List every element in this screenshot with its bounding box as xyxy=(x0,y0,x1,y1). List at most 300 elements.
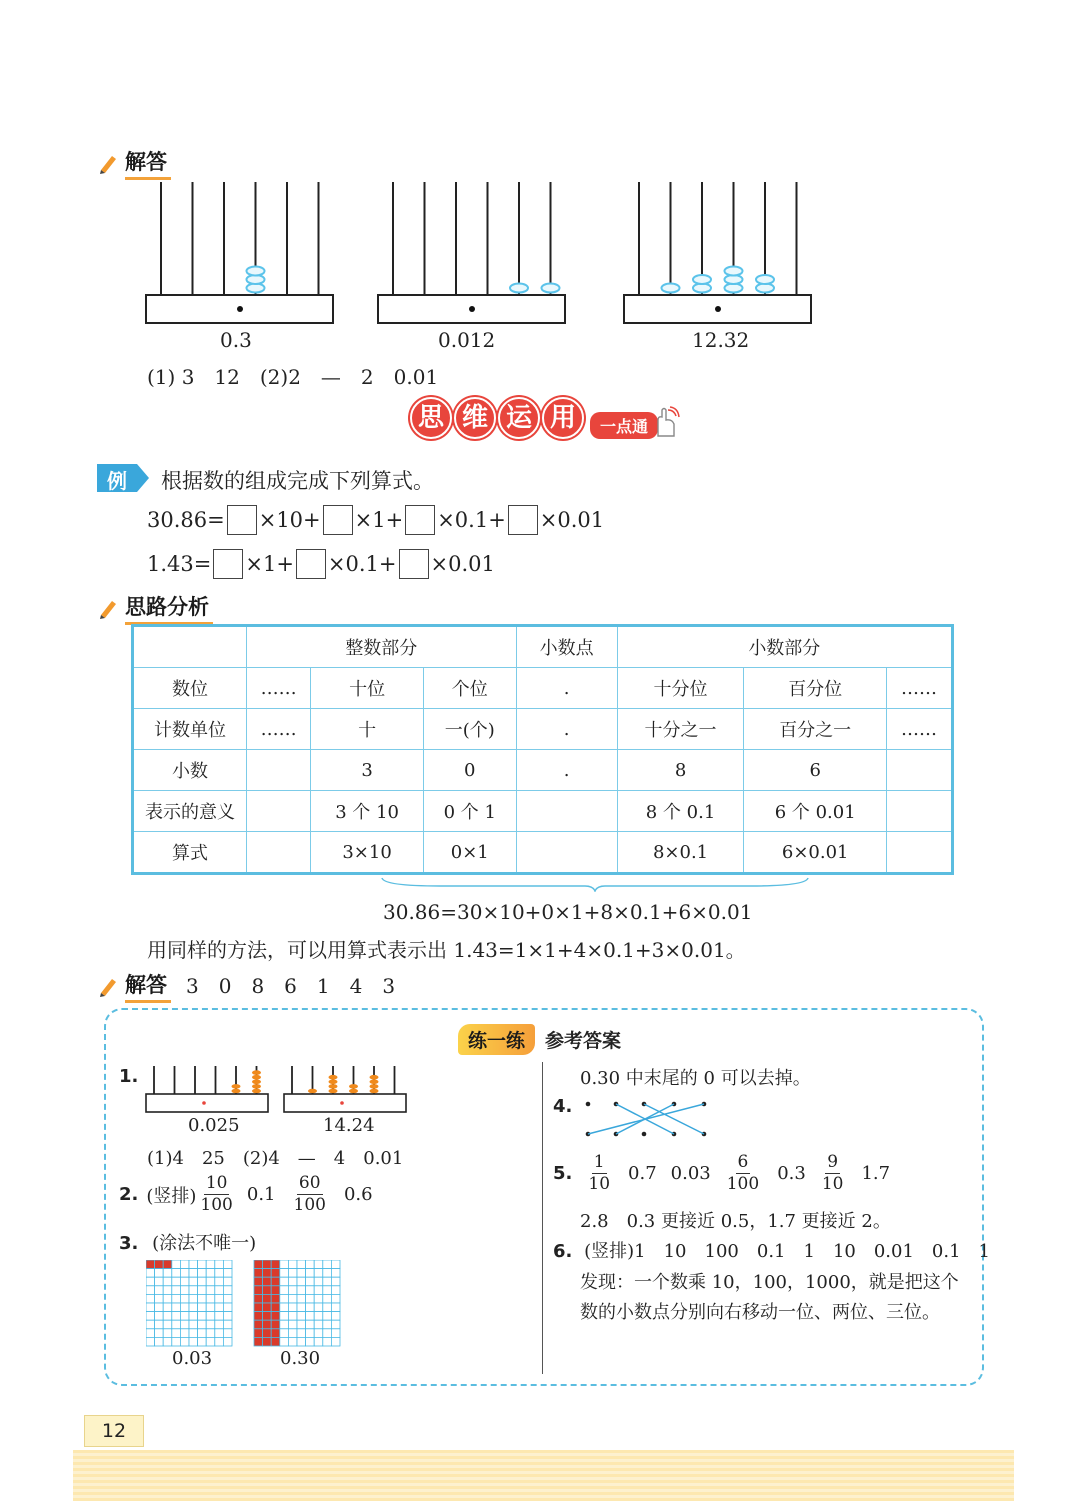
grid-cell xyxy=(297,1260,306,1269)
q1-fill-line: (1)4 25 (2)4 — 4 0.01 xyxy=(147,1148,404,1169)
practice-subtitle: 参考答案 xyxy=(545,1030,622,1052)
grid-cell xyxy=(223,1303,232,1312)
answer-box[interactable] xyxy=(323,505,353,535)
q3-number: 3. xyxy=(119,1233,139,1254)
grid-cell xyxy=(172,1320,181,1329)
answer-box[interactable] xyxy=(405,505,435,535)
shaded-cell xyxy=(254,1320,263,1329)
grid-cell xyxy=(215,1294,224,1303)
banner-char: 用 xyxy=(542,397,584,439)
grid-cell xyxy=(280,1294,289,1303)
table-row-header: 表示的意义 xyxy=(133,791,247,832)
grid-cell xyxy=(180,1260,189,1269)
table-cell xyxy=(886,791,952,832)
answer2-heading-text: 解答 xyxy=(125,969,171,1003)
banner-char: 维 xyxy=(454,397,496,439)
grid-cell xyxy=(223,1329,232,1338)
grid-cell xyxy=(323,1312,332,1321)
grid-cell xyxy=(198,1294,207,1303)
table-cell xyxy=(247,750,311,791)
grid-cell xyxy=(331,1260,340,1269)
table-corner-cell xyxy=(133,626,247,668)
grid-cell xyxy=(198,1320,207,1329)
shaded-cell xyxy=(163,1260,172,1269)
table-cell: …… xyxy=(886,709,952,750)
table-cell: …… xyxy=(247,668,311,709)
q3-line xyxy=(119,1229,256,1255)
grid-cell xyxy=(189,1329,198,1338)
grid-cell xyxy=(331,1312,340,1321)
q2-fraction-1 xyxy=(200,1175,232,1214)
table-cell: 0 个 1 xyxy=(423,791,516,832)
grid-cell xyxy=(314,1312,323,1321)
table-row xyxy=(133,832,953,874)
grid-cell xyxy=(223,1294,232,1303)
grid-cell xyxy=(146,1320,155,1329)
abacus-caption-3: 12.32 xyxy=(692,328,750,352)
table-row-header: 小数 xyxy=(133,750,247,791)
grid-cell xyxy=(280,1260,289,1269)
equation-2-part: ×0.01 xyxy=(430,552,495,576)
table-row xyxy=(133,709,953,750)
answer-heading-text: 解答 xyxy=(125,146,171,180)
table-cell: 8 xyxy=(617,750,744,791)
grid-cell xyxy=(331,1303,340,1312)
abacus xyxy=(624,182,811,323)
place-value-table xyxy=(131,624,954,875)
grid-cell xyxy=(280,1329,289,1338)
grid-cell xyxy=(280,1269,289,1278)
grid-cell xyxy=(280,1277,289,1286)
grid-cell xyxy=(215,1286,224,1295)
grid-cell xyxy=(306,1320,315,1329)
shaded-cell xyxy=(254,1277,263,1286)
abacus-bead xyxy=(370,1089,379,1094)
q5-line2: 2.8 0.3 更接近 0.5，1.7 更接近 2。 xyxy=(580,1211,891,1232)
abacus-bead xyxy=(349,1089,358,1094)
shaded-cell xyxy=(146,1260,155,1269)
grid-cell xyxy=(189,1320,198,1329)
grid-cell xyxy=(155,1294,164,1303)
grid-cell xyxy=(163,1337,172,1346)
grid-cell xyxy=(198,1329,207,1338)
shaded-cell xyxy=(254,1294,263,1303)
grid-cell xyxy=(198,1337,207,1346)
q2-end: 0.6 xyxy=(343,1184,373,1205)
grid-cell xyxy=(314,1329,323,1338)
grid-cell xyxy=(215,1303,224,1312)
equation-1-part: ×10+ xyxy=(258,508,321,532)
grid-cell xyxy=(331,1269,340,1278)
example-prompt: 根据数的组成完成下列算式。 xyxy=(161,469,434,493)
grid-cell xyxy=(223,1337,232,1346)
q5-a: 0.7 xyxy=(628,1163,657,1184)
grid-cell xyxy=(323,1277,332,1286)
abacus-bead xyxy=(329,1084,338,1089)
banner-title xyxy=(410,397,584,439)
q1-number: 1. xyxy=(119,1066,139,1087)
grid-cell xyxy=(180,1337,189,1346)
grid-cell xyxy=(297,1320,306,1329)
shaded-cell xyxy=(254,1269,263,1278)
grid-cell xyxy=(163,1294,172,1303)
right-top-note: 0.30 中末尾的 0 可以去掉。 xyxy=(580,1068,811,1089)
table-cell: 百分之一 xyxy=(744,709,886,750)
answer2-values: 3 0 8 6 1 4 3 xyxy=(186,974,396,998)
q4-matching-diagram xyxy=(580,1096,716,1142)
table-cell xyxy=(247,791,311,832)
abacus-bead xyxy=(247,267,265,276)
small-abacus xyxy=(284,1066,406,1112)
decimal-point xyxy=(715,306,721,312)
shaded-cell xyxy=(254,1312,263,1321)
grid-cell xyxy=(146,1277,155,1286)
grid-cell xyxy=(306,1269,315,1278)
grid-cell xyxy=(215,1277,224,1286)
grid-cell xyxy=(323,1286,332,1295)
grid-cell xyxy=(297,1312,306,1321)
grid-cell xyxy=(280,1303,289,1312)
numerator: 1 xyxy=(593,1152,605,1172)
grid-cell xyxy=(288,1320,297,1329)
grid-cell xyxy=(331,1337,340,1346)
table-cell: 0×1 xyxy=(423,832,516,874)
table-cell: . xyxy=(516,750,617,791)
brace xyxy=(380,876,810,892)
grid-cell xyxy=(223,1320,232,1329)
q2-number: 2. xyxy=(119,1184,139,1205)
abacus-bead xyxy=(693,275,711,284)
grid-cell xyxy=(172,1312,181,1321)
table-cell: 8 个 0.1 xyxy=(617,791,744,832)
abacus-bead xyxy=(510,284,528,293)
shaded-cell xyxy=(263,1277,272,1286)
grid-cell xyxy=(180,1294,189,1303)
hundred-grid xyxy=(254,1260,340,1346)
table-row xyxy=(133,668,953,709)
shaded-cell xyxy=(271,1312,280,1321)
abacus xyxy=(378,182,565,323)
denominator: 10 xyxy=(821,1174,844,1194)
equation-2-part: ×1+ xyxy=(245,552,294,576)
grid-cell xyxy=(163,1277,172,1286)
grid-cell xyxy=(206,1320,215,1329)
table-cell: 百分位 xyxy=(744,668,886,709)
grid-cell xyxy=(206,1312,215,1321)
table-cell: 十位 xyxy=(311,668,424,709)
grid-cell xyxy=(331,1286,340,1295)
grid-cell xyxy=(288,1337,297,1346)
table-cell: 十分之一 xyxy=(617,709,744,750)
denominator: 100 xyxy=(293,1195,326,1215)
grid-cell xyxy=(306,1337,315,1346)
grid-cell xyxy=(189,1269,198,1278)
grid-cell xyxy=(172,1303,181,1312)
grid-cell xyxy=(223,1277,232,1286)
grid-cell xyxy=(172,1337,181,1346)
numerator: 60 xyxy=(298,1173,321,1193)
decimal-point xyxy=(237,306,243,312)
abacus-bead xyxy=(349,1084,358,1089)
grid-cell xyxy=(206,1337,215,1346)
equation-1-part: ×0.01 xyxy=(539,508,605,532)
table-cell: …… xyxy=(247,709,311,750)
grid-cell xyxy=(314,1269,323,1278)
grid-cell xyxy=(146,1312,155,1321)
table-cell: 3 xyxy=(311,750,424,791)
grid-cell xyxy=(323,1303,332,1312)
table-cell: 十 xyxy=(311,709,424,750)
banner-char: 思 xyxy=(410,397,452,439)
analysis-sum-line: 30.86=30×10+0×1+8×0.1+6×0.01 xyxy=(383,900,753,924)
banner-char: 运 xyxy=(498,397,540,439)
table-cell: 6×0.01 xyxy=(744,832,886,874)
decimal-point xyxy=(469,306,475,312)
grid-cell xyxy=(306,1277,315,1286)
abacus-bead xyxy=(329,1075,338,1080)
table-cell xyxy=(516,791,617,832)
q1-caption-2: 14.24 xyxy=(323,1115,375,1136)
answer-box[interactable] xyxy=(399,549,429,579)
grid-cell xyxy=(155,1320,164,1329)
shaded-cell xyxy=(263,1286,272,1295)
grid-cell xyxy=(280,1286,289,1295)
table-group-header: 小数点 xyxy=(516,626,617,668)
grid-cell xyxy=(288,1269,297,1278)
grid-cell xyxy=(180,1329,189,1338)
grid-cell xyxy=(288,1277,297,1286)
abacus-bead xyxy=(370,1075,379,1080)
grid-cell xyxy=(223,1269,232,1278)
numerator: 9 xyxy=(827,1152,839,1172)
grid-cell xyxy=(172,1260,181,1269)
grid-cell xyxy=(223,1260,232,1269)
shaded-cell xyxy=(263,1303,272,1312)
grid-cell xyxy=(288,1294,297,1303)
grid-cell xyxy=(146,1329,155,1338)
small-abacus xyxy=(146,1066,268,1112)
abacus-bead xyxy=(308,1089,317,1094)
grid-cell xyxy=(206,1277,215,1286)
grid-cell xyxy=(180,1320,189,1329)
grid-cell xyxy=(198,1303,207,1312)
grid-cell xyxy=(163,1320,172,1329)
table-row xyxy=(133,750,953,791)
grid-cell xyxy=(206,1303,215,1312)
grid-cell xyxy=(331,1277,340,1286)
analysis-method-line: 用同样的方法，可以用算式表示出 1.43=1×1+4×0.1+3×0.01。 xyxy=(147,938,746,962)
footer-stripe xyxy=(73,1450,1014,1501)
grid-cell xyxy=(314,1294,323,1303)
abacus-frame xyxy=(284,1094,406,1112)
grid-cell xyxy=(323,1337,332,1346)
abacus-bead xyxy=(370,1080,379,1085)
grid-cell xyxy=(215,1329,224,1338)
shaded-cell xyxy=(271,1337,280,1346)
grid-cell xyxy=(172,1286,181,1295)
grid-cell xyxy=(155,1277,164,1286)
equation-2-part: ×0.1+ xyxy=(327,552,397,576)
abacus-bead xyxy=(756,275,774,284)
table-group-header: 整数部分 xyxy=(247,626,517,668)
grid-cell xyxy=(198,1260,207,1269)
grid-cell xyxy=(163,1286,172,1295)
q5-b: 0.03 xyxy=(670,1163,711,1184)
grid-cell xyxy=(297,1277,306,1286)
grid-cell xyxy=(314,1320,323,1329)
abacus-bead xyxy=(252,1080,261,1085)
grid-cell xyxy=(288,1312,297,1321)
pencil-icon xyxy=(97,597,119,619)
q6-line2: 发现：一个数乘 10，100，1000，就是把这个 xyxy=(580,1272,959,1293)
grid-cell xyxy=(206,1329,215,1338)
q5-c: 0.3 xyxy=(777,1163,806,1184)
abacus-bead xyxy=(252,1070,261,1075)
grid-cell xyxy=(280,1320,289,1329)
equation-2 xyxy=(147,549,495,579)
abacus-bead xyxy=(232,1089,241,1094)
shaded-cell xyxy=(254,1329,263,1338)
grid-cell xyxy=(180,1269,189,1278)
abacus-caption-2: 0.012 xyxy=(438,328,496,352)
grid-cell xyxy=(314,1337,323,1346)
shaded-cell xyxy=(263,1337,272,1346)
answer-box[interactable] xyxy=(213,549,243,579)
hundred-grid xyxy=(146,1260,232,1346)
table-cell xyxy=(516,832,617,874)
grid-cell xyxy=(155,1337,164,1346)
grid-cell xyxy=(155,1312,164,1321)
grid-cell xyxy=(323,1329,332,1338)
grid-cell xyxy=(172,1294,181,1303)
grid-cell xyxy=(155,1329,164,1338)
grid-cell xyxy=(280,1337,289,1346)
shaded-cell xyxy=(271,1277,280,1286)
grid-cell xyxy=(189,1294,198,1303)
grid-cell xyxy=(215,1320,224,1329)
answer-box[interactable] xyxy=(227,505,257,535)
equation-1 xyxy=(147,505,604,535)
table-cell xyxy=(886,750,952,791)
analysis-heading xyxy=(97,591,213,625)
answer-box[interactable] xyxy=(508,505,538,535)
grid-cell xyxy=(297,1294,306,1303)
grid-cell xyxy=(323,1260,332,1269)
shaded-cell xyxy=(271,1320,280,1329)
denominator: 100 xyxy=(200,1195,233,1215)
equation-1-part: ×0.1+ xyxy=(437,508,506,532)
grid-cell xyxy=(189,1260,198,1269)
grid-cell xyxy=(314,1286,323,1295)
equation-2-lead: 1.43= xyxy=(147,552,212,576)
q5-fraction-1 xyxy=(588,1154,610,1193)
grid-cell xyxy=(215,1312,224,1321)
shaded-cell xyxy=(271,1303,280,1312)
q6-values: (竖排)1 10 100 0.1 1 10 0.01 0.1 1 xyxy=(584,1241,991,1262)
shaded-cell xyxy=(254,1337,263,1346)
grid-cell xyxy=(189,1337,198,1346)
grid-cell xyxy=(172,1269,181,1278)
table-cell: 0 xyxy=(423,750,516,791)
grid-cell xyxy=(198,1286,207,1295)
grid-cell xyxy=(331,1294,340,1303)
pencil-icon xyxy=(97,152,119,174)
abacus-bead xyxy=(542,284,560,293)
table-row-header: 数位 xyxy=(133,668,247,709)
grid-cell xyxy=(180,1277,189,1286)
shaded-cell xyxy=(271,1269,280,1278)
table-cell: …… xyxy=(886,668,952,709)
abacus-bead xyxy=(252,1084,261,1089)
shaded-cell xyxy=(254,1303,263,1312)
abacus-bead xyxy=(329,1080,338,1085)
q2-line xyxy=(119,1175,373,1214)
q5-fraction-3 xyxy=(822,1154,844,1193)
grid-cell xyxy=(323,1320,332,1329)
q5-fraction-2 xyxy=(727,1154,759,1193)
q6-line1 xyxy=(553,1237,990,1263)
answer-box[interactable] xyxy=(296,549,326,579)
numerator: 10 xyxy=(205,1173,228,1193)
abacus-group xyxy=(140,178,830,328)
example-tag-text: 例 xyxy=(107,469,127,493)
grid-cell xyxy=(146,1337,155,1346)
grid-cell xyxy=(206,1286,215,1295)
grid-cell xyxy=(155,1286,164,1295)
grid-cell xyxy=(280,1312,289,1321)
grid-cell xyxy=(314,1303,323,1312)
grid-cell xyxy=(189,1277,198,1286)
abacus xyxy=(146,182,333,323)
table-cell: 6 个 0.01 xyxy=(744,791,886,832)
grid-cell xyxy=(223,1286,232,1295)
shaded-cell xyxy=(254,1286,263,1295)
grid-cell xyxy=(215,1260,224,1269)
grid-cell xyxy=(172,1277,181,1286)
grid-cell xyxy=(206,1269,215,1278)
table-row xyxy=(133,791,953,832)
grid-cell xyxy=(163,1303,172,1312)
pencil-icon xyxy=(97,975,119,997)
abacus-frame xyxy=(146,1094,268,1112)
abacus-bead xyxy=(252,1089,261,1094)
table-cell: 十分位 xyxy=(617,668,744,709)
abacus-bead xyxy=(662,284,680,293)
grid-cell xyxy=(288,1329,297,1338)
answer2-heading xyxy=(97,969,171,1003)
grid-cell xyxy=(297,1269,306,1278)
equation-1-lead: 30.86= xyxy=(147,508,225,532)
denominator: 10 xyxy=(588,1174,611,1194)
grid-cell xyxy=(306,1260,315,1269)
q2-lead: (竖排) xyxy=(146,1185,197,1207)
decimal-point xyxy=(340,1101,344,1105)
q2-fraction-2 xyxy=(294,1175,326,1214)
shaded-cell xyxy=(155,1260,164,1269)
small-abacus-group xyxy=(144,1062,410,1114)
grid-cell xyxy=(306,1312,315,1321)
abacus-bead xyxy=(232,1084,241,1089)
shaded-cell xyxy=(271,1294,280,1303)
table-cell: 一(个) xyxy=(423,709,516,750)
shaded-cell xyxy=(271,1260,280,1269)
grid-cell xyxy=(180,1312,189,1321)
grid-cell xyxy=(306,1286,315,1295)
answer1-fill-line: (1) 3 12 (2)2 — 2 0.01 xyxy=(147,365,439,389)
shaded-cell xyxy=(263,1269,272,1278)
denominator: 100 xyxy=(726,1174,760,1194)
grid-cell xyxy=(180,1303,189,1312)
